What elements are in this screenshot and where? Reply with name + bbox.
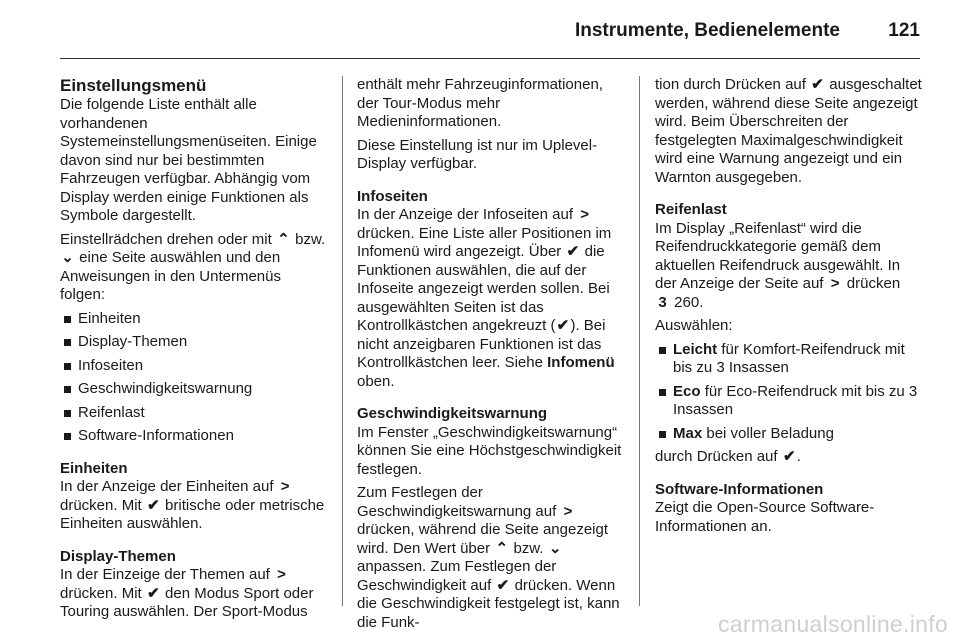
bullet-icon: [64, 363, 71, 370]
bullet-icon: [64, 386, 71, 393]
chevron-down-icon: ⌄: [61, 249, 74, 266]
subsection-title: Einheiten: [60, 459, 128, 477]
list-item: Display-Themen: [60, 333, 326, 352]
chevron-up-icon: ⌃: [277, 230, 290, 248]
column-divider: [639, 76, 640, 606]
confirm-paragraph: durch Drücken auf ✔.: [655, 448, 801, 465]
subsection-title: Software-Informationen: [655, 480, 824, 498]
check-icon: ✔: [496, 576, 510, 594]
subsection-title: Reifenlast: [655, 201, 727, 218]
subsection-title: Geschwindigkeitswarnung: [357, 405, 548, 422]
software-paragraph: Zeigt die Open-Source Software-Informationen an.: [655, 499, 875, 535]
infoseiten-paragraph: In der Anzeige der Infoseiten auf > drücken. Eine Liste aller Positionen im Infomenü wird angezeigt. Über ✔ die Funktionen auswählen, die auf der Infoseite angezeigt werden sollen. Bei ausgewählten Seiten ist das Kontrollkästchen angekreuzt (✔). Bei nicht anzeigbaren Funktionen ist das Kontrollkästchen leer. Siehe Infomenü oben.: [357, 206, 615, 390]
bullet-icon: [659, 347, 666, 354]
page-reference: 260.: [674, 293, 704, 311]
continued-paragraph: tion durch Drücken auf ✔ ausgeschaltet werden, während diese Seite angezeigt wird. Beim Überschreiten der festgelegten Maximalgeschwindigkeit wird eine Warnung angezeigt und ein Warnton ausgegeben.: [655, 76, 922, 186]
bullet-icon: [64, 316, 71, 323]
list-item: Leicht für Komfort-Reifendruck mit bis zu 3 Insassen: [655, 341, 923, 378]
page-header: [60, 18, 920, 59]
header-title: Instrumente, Bedienelemente: [574, 20, 840, 41]
check-icon: ✔: [556, 317, 570, 334]
settings-list: [60, 310, 326, 446]
column-2: [357, 76, 623, 631]
section-title: Einstellungsmenü: [60, 76, 207, 95]
bullet-icon: [64, 433, 71, 440]
reifenlast-paragraph: Im Display „Reifenlast“ wird die Reifendruckkategorie gemäß dem aktuellen Reifendruck ausgewählt. In der Anzeige der Seite auf > drücken 3 260.: [655, 219, 901, 311]
column-3: [655, 76, 923, 606]
auswaehlen-label: Auswählen:: [655, 317, 733, 334]
infomenu-reference: Infomenü: [547, 354, 615, 371]
einheiten-paragraph: In der Anzeige der Einheiten auf > drücken. Mit ✔ britische oder metrische Einheiten auswählen.: [60, 478, 325, 532]
bullet-icon: [64, 339, 71, 346]
chevron-right-icon: >: [830, 275, 840, 292]
subsection-title: Infoseiten: [357, 187, 428, 205]
bullet-icon: [659, 389, 666, 396]
check-icon: ✔: [782, 448, 796, 465]
check-icon: ✔: [811, 76, 824, 93]
column-divider: [342, 76, 343, 606]
display-paragraph: In der Einzeige der Themen auf > drücken. Mit ✔ den Modus Sport oder Touring auswählen. Der Sport-Modus: [60, 566, 314, 620]
chevron-down-icon: ⌄: [548, 539, 562, 557]
subsection-title: Display-Themen: [60, 547, 176, 565]
chevron-right-icon: >: [277, 566, 286, 583]
intro-paragraph: Die folgende Liste enthält alle vorhandenen Systemeinstellungsmenüseiten. Einige davon sind nur bei bestimmten Fahrzeugen verfügbar. Abhängig vom Display werden einige Funktionen als Symbole dargestellt.: [60, 96, 317, 224]
uplevel-paragraph: Diese Einstellung ist nur im Uplevel-Display verfügbar.: [357, 136, 598, 172]
page-reference-icon: 3: [658, 293, 667, 311]
check-icon: ✔: [147, 584, 160, 602]
chevron-right-icon: >: [563, 502, 573, 520]
speed-paragraph-2: Zum Festlegen der Geschwindigkeitswarnung auf > drücken, während die Seite angezeigt wird. Den Wert über ⌃ bzw. ⌄ anpassen. Zum Festlegen der Geschwindigkeit auf ✔ drücken. Wenn die Geschwindigkeit festgelegt ist, kann die Funk-: [357, 484, 620, 631]
continued-paragraph: enthält mehr Fahrzeuginformationen, der Tour-Modus mehr Medieninformationen.: [357, 76, 603, 130]
list-item: Eco für Eco-Reifendruck mit bis zu 3 Insassen: [655, 383, 923, 420]
check-icon: ✔: [147, 496, 160, 514]
check-icon: ✔: [566, 243, 580, 260]
watermark: carmanualsonline.info: [717, 611, 948, 637]
load-options-list: [655, 341, 923, 444]
list-item: Reifenlast: [60, 404, 326, 423]
list-item: Einheiten: [60, 310, 326, 329]
list-item: Software-Informationen: [60, 427, 326, 446]
bullet-icon: [64, 410, 71, 417]
list-item: Geschwindigkeitswarnung: [60, 380, 326, 399]
page-number: 121: [888, 20, 920, 41]
speed-paragraph-1: Im Fenster „Geschwindigkeitswarnung“ können Sie eine Höchstgeschwindigkeit festlegen.: [357, 423, 622, 478]
chevron-right-icon: >: [280, 478, 290, 495]
instruction-paragraph: Einstellrädchen drehen oder mit ⌃ bzw. ⌄ eine Seite auswählen und den Anweisungen in den Untermenüs folgen:: [60, 230, 326, 303]
bullet-icon: [659, 431, 666, 438]
list-item: Max bei voller Beladung: [655, 425, 923, 444]
chevron-up-icon: ⌃: [495, 539, 509, 557]
column-1: [60, 76, 326, 620]
list-item: Infoseiten: [60, 357, 326, 376]
chevron-right-icon: >: [580, 206, 590, 223]
